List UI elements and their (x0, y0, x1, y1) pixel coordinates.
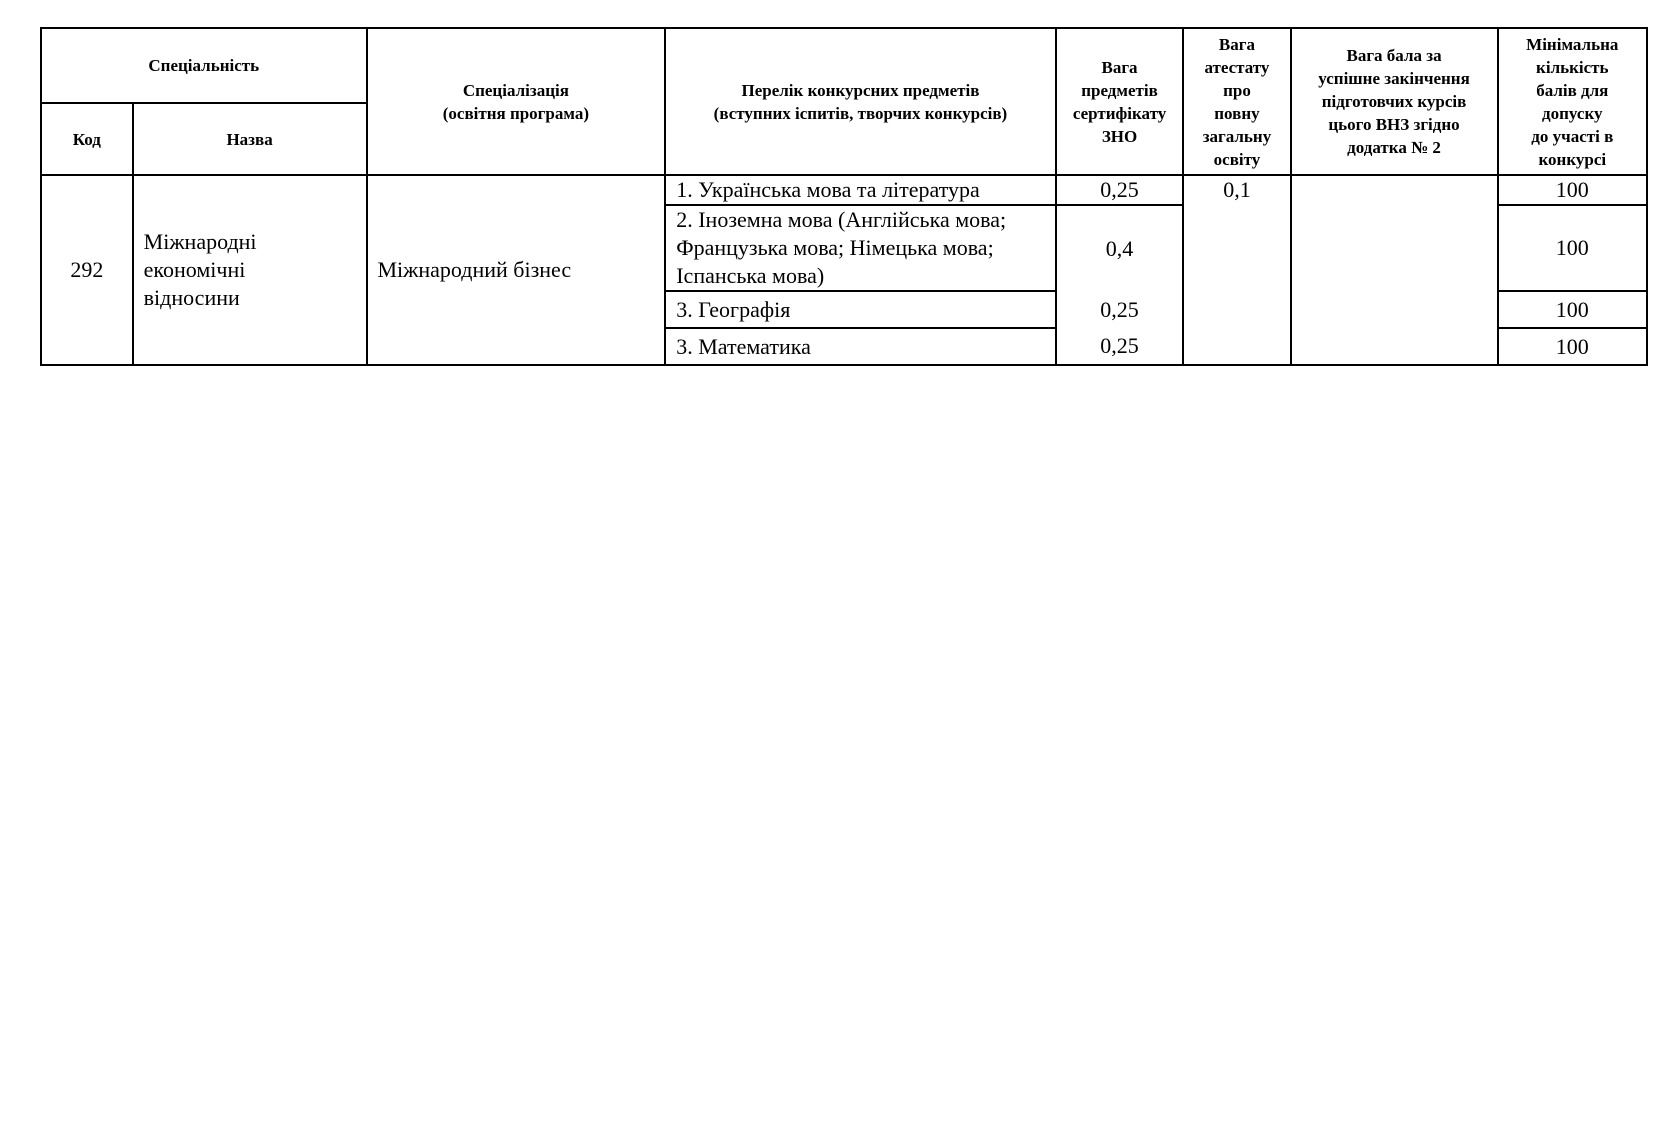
subject-min-score: 100 (1498, 291, 1647, 328)
header-subjects: Перелік конкурсних предметів (вступних іспитів, творчих конкурсів) (665, 28, 1055, 175)
subject-weight: 0,25 (1056, 175, 1184, 205)
subject-name: 1. Українська мова та література (665, 175, 1055, 205)
header-specialization: Спеціалізація (освітня програма) (367, 28, 666, 175)
specialty-code: 292 (41, 175, 133, 365)
subject-min-score: 100 (1498, 205, 1647, 291)
certificate-weight: 0,1 (1183, 175, 1290, 365)
header-specialty: Спеціальність (41, 28, 367, 103)
subject-weight: 0,25 (1056, 328, 1184, 365)
subject-weight: 0,25 (1056, 291, 1184, 328)
specialty-name: Міжнародні економічні відносини (133, 175, 367, 365)
table-row (41, 175, 1647, 205)
subject-weight: 0,4 (1056, 205, 1184, 291)
subject-min-score: 100 (1498, 328, 1647, 365)
admission-table (40, 27, 1648, 366)
specialization-name: Міжнародний бізнес (367, 175, 666, 365)
header-zno-weight: Вага предметів сертифікату ЗНО (1056, 28, 1184, 175)
subject-name: 3. Географія (665, 291, 1055, 328)
subject-name: 3. Математика (665, 328, 1055, 365)
header-min-score: Мінімальна кількість балів для допуску до участі в конкурсі (1498, 28, 1647, 175)
header-courses-weight: Вага бала за успішне закінчення підготовчих курсів цього ВНЗ згідно додатка № 2 (1291, 28, 1498, 175)
courses-weight (1291, 175, 1498, 365)
header-code: Код (41, 103, 133, 175)
subject-name: 2. Іноземна мова (Англійська мова; Французька мова; Німецька мова; Іспанська мова) (665, 205, 1055, 291)
subject-min-score: 100 (1498, 175, 1647, 205)
header-certificate-weight: Вага атестату про повну загальну освіту (1183, 28, 1290, 175)
header-name: Назва (133, 103, 367, 175)
